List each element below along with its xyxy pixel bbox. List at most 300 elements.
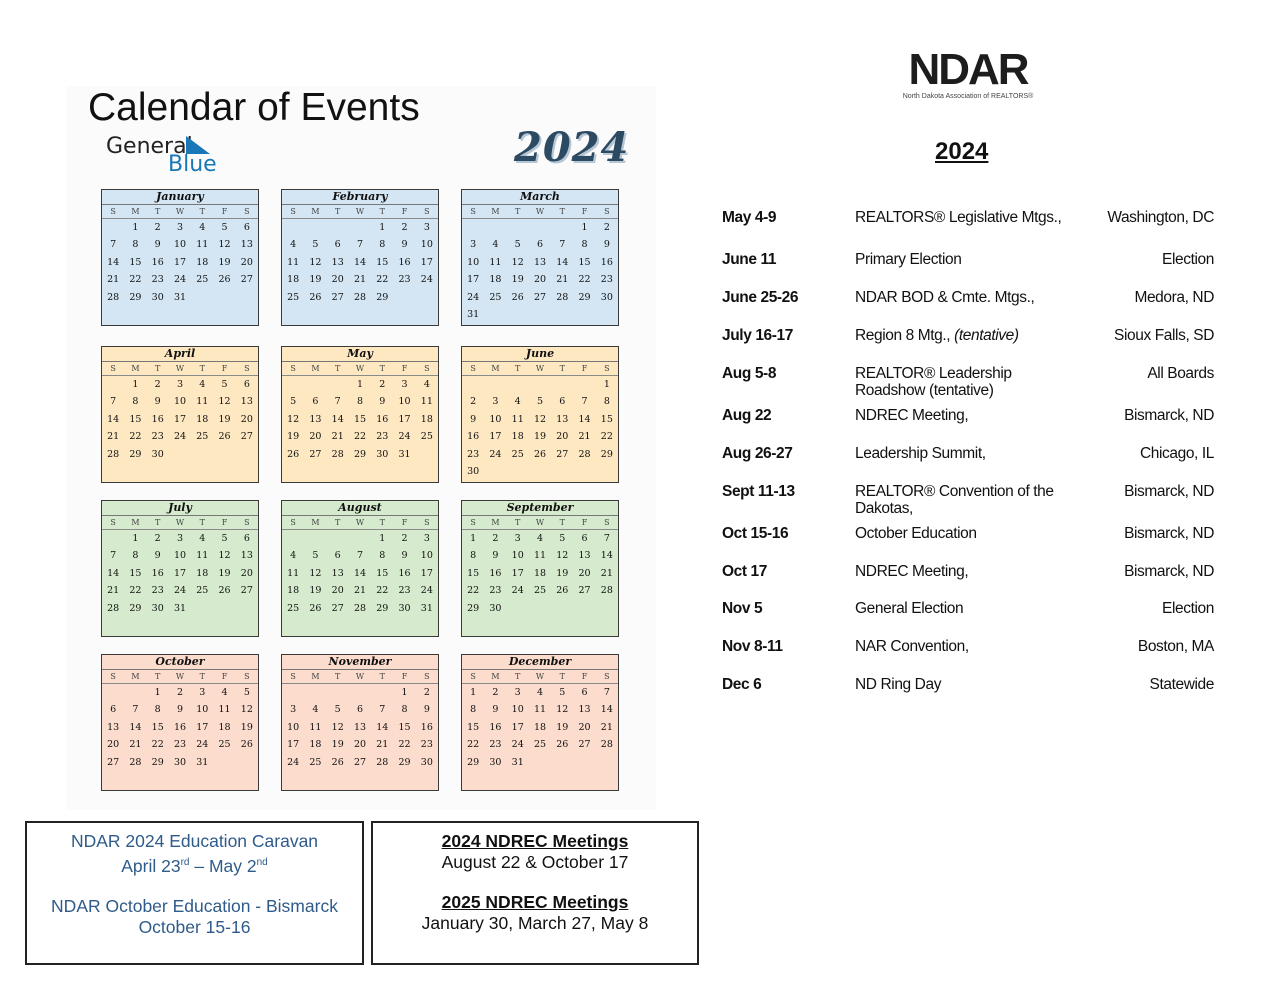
day-cell: 24 [196, 739, 209, 751]
day-cell [573, 306, 595, 323]
weekday-label: S [290, 207, 296, 216]
day-cell: 25 [489, 291, 502, 303]
day-cell: 28 [556, 291, 569, 303]
day-cell: 16 [151, 413, 164, 425]
day-cell: 29 [398, 756, 411, 768]
day-cell [282, 219, 304, 236]
month-august [281, 500, 439, 637]
weekday-header [462, 670, 618, 684]
day-cell: 7 [559, 239, 566, 251]
day-cell [102, 684, 124, 701]
weekday-label: T [155, 207, 161, 216]
day-cell: 27 [556, 448, 569, 460]
day-cell: 10 [467, 256, 480, 268]
weekday-label: S [604, 518, 610, 527]
day-cell: 13 [331, 567, 344, 579]
day-cell: 1 [132, 379, 139, 390]
weekday-label: T [155, 672, 161, 681]
day-cell: 20 [240, 567, 253, 579]
day-cell: 3 [423, 533, 430, 544]
week-row [282, 582, 438, 599]
day-cell: 19 [331, 739, 344, 751]
weekday-label: W [355, 518, 365, 527]
day-cell: 2 [154, 222, 161, 233]
day-cell: 30 [151, 291, 164, 303]
day-cell: 14 [353, 567, 367, 579]
event-location: Election [1162, 600, 1214, 617]
day-cell: 23 [398, 274, 411, 286]
day-cell [349, 530, 371, 547]
week-row [282, 411, 438, 428]
day-cell: 26 [533, 448, 547, 460]
month-name: June [462, 347, 618, 362]
day-cell: 24 [173, 431, 187, 443]
day-cell: 10 [196, 704, 209, 716]
day-cell: 24 [420, 274, 433, 286]
day-cell [596, 306, 618, 323]
weekday-label: S [604, 207, 610, 216]
day-cell [213, 754, 235, 771]
event-date: Dec 6 [722, 676, 762, 693]
day-cell: 10 [173, 396, 187, 408]
day-cell: 5 [559, 533, 566, 544]
week-row [462, 289, 618, 306]
day-cell: 15 [129, 567, 142, 579]
day-cell: 10 [420, 239, 433, 251]
day-cell: 13 [353, 721, 367, 733]
ndar-logo [898, 45, 1038, 104]
day-cell [529, 754, 551, 771]
week-row [282, 565, 438, 582]
day-cell: 3 [470, 239, 477, 251]
day-cell: 14 [578, 413, 591, 425]
day-cell: 25 [533, 739, 547, 751]
event-date: Nov 8-11 [722, 638, 783, 655]
event-location: Bismarck, ND [1124, 563, 1214, 580]
week-row [102, 219, 258, 236]
day-cell: 29 [129, 602, 142, 614]
day-cell: 11 [489, 256, 502, 268]
weekday-label: S [424, 207, 430, 216]
day-cell [304, 219, 326, 236]
day-cell: 11 [196, 396, 209, 408]
day-cell: 24 [511, 585, 524, 597]
week-row [102, 393, 258, 410]
day-cell: 16 [398, 567, 411, 579]
day-cell: 18 [489, 274, 502, 286]
day-cell: 7 [379, 704, 386, 716]
weekday-label: T [379, 672, 385, 681]
event-description: REALTOR® Leadership Roadshow (tentative) [855, 365, 1012, 399]
day-cell: 5 [243, 687, 250, 698]
weekday-label: F [401, 518, 408, 527]
day-cell: 4 [199, 222, 206, 233]
weekday-label: T [335, 207, 341, 216]
day-cell: 22 [467, 739, 480, 751]
week-row [102, 719, 258, 736]
day-cell: 5 [221, 222, 228, 233]
week-row [462, 684, 618, 701]
week-row [282, 600, 438, 617]
weekday-label: W [175, 207, 185, 216]
day-cell: 26 [218, 585, 231, 597]
day-cell: 30 [173, 756, 187, 768]
day-cell: 21 [600, 567, 613, 579]
day-cell: 5 [334, 704, 341, 716]
day-cell: 12 [240, 704, 253, 716]
day-cell: 13 [578, 704, 591, 716]
day-cell: 5 [221, 533, 228, 544]
week-row [462, 271, 618, 288]
day-cell [191, 600, 213, 617]
weekday-label: M [491, 518, 500, 527]
day-cell [529, 600, 551, 617]
day-cell: 6 [536, 239, 544, 251]
day-cell: 16 [489, 721, 502, 733]
week-row [462, 219, 618, 236]
day-cell: 31 [173, 602, 187, 614]
day-cell: 27 [240, 431, 253, 443]
day-cell: 18 [533, 567, 547, 579]
weekday-header [102, 516, 258, 530]
day-cell: 9 [401, 550, 408, 562]
day-cell: 15 [398, 721, 411, 733]
calendar-year: 2024 [514, 124, 630, 171]
weekday-label: M [311, 518, 320, 527]
day-cell: 8 [132, 239, 139, 251]
day-cell [507, 219, 529, 236]
day-cell: 19 [218, 256, 231, 268]
day-cell [551, 754, 573, 771]
weekday-label: T [155, 364, 161, 373]
day-cell: 9 [603, 239, 610, 251]
day-cell: 1 [470, 687, 477, 698]
weekday-label: S [110, 364, 116, 373]
day-cell [551, 219, 573, 236]
week-row [462, 411, 618, 428]
week-row [282, 289, 438, 306]
day-cell: 15 [467, 567, 480, 579]
day-cell: 28 [107, 291, 120, 303]
week-row [462, 719, 618, 736]
weekday-label: S [424, 672, 430, 681]
weekday-label: S [470, 207, 476, 216]
day-cell: 3 [514, 533, 521, 544]
day-cell [191, 446, 213, 463]
weekday-label: M [131, 672, 140, 681]
event-date: June 11 [722, 251, 777, 268]
day-cell [529, 376, 551, 393]
event-date: June 25-26 [722, 289, 799, 306]
day-cell: 13 [240, 550, 253, 562]
day-cell: 10 [511, 704, 524, 716]
day-cell: 13 [556, 413, 569, 425]
month-september [461, 500, 619, 637]
week-row [102, 754, 258, 771]
day-cell [573, 376, 595, 393]
day-cell: 13 [240, 239, 253, 251]
weekday-label: T [335, 364, 341, 373]
day-cell: 4 [536, 533, 544, 544]
day-cell: 6 [559, 396, 566, 408]
day-cell: 28 [600, 585, 613, 597]
weekday-label: T [515, 672, 521, 681]
day-cell [529, 219, 551, 236]
day-cell: 3 [514, 687, 521, 698]
day-cell: 12 [533, 413, 547, 425]
weekday-label: T [515, 207, 521, 216]
day-cell: 17 [511, 567, 524, 579]
day-cell: 29 [376, 602, 389, 614]
weekday-label: W [355, 672, 365, 681]
day-cell: 8 [132, 550, 139, 562]
day-cell: 15 [129, 413, 142, 425]
day-cell [507, 463, 529, 480]
day-cell: 23 [489, 585, 502, 597]
day-cell: 21 [353, 274, 367, 286]
weekday-label: T [559, 364, 565, 373]
day-cell: 13 [533, 256, 547, 268]
day-cell: 30 [398, 602, 411, 614]
day-cell: 27 [353, 756, 367, 768]
weekday-label: F [581, 207, 588, 216]
day-cell: 22 [129, 585, 142, 597]
day-cell: 25 [420, 431, 433, 443]
day-cell: 14 [353, 256, 367, 268]
day-cell: 1 [379, 533, 386, 544]
day-cell: 22 [151, 739, 164, 751]
weekday-label: W [175, 364, 185, 373]
day-cell: 27 [331, 291, 344, 303]
event-description: Primary Election [855, 251, 962, 268]
day-cell: 28 [107, 448, 120, 460]
day-cell: 5 [290, 396, 297, 408]
day-cell: 15 [151, 721, 164, 733]
week-row [282, 428, 438, 445]
day-cell [191, 289, 213, 306]
education-caravan-dates: April 23rd – May 2nd [121, 855, 268, 876]
day-cell: 14 [107, 413, 120, 425]
week-row [102, 446, 258, 463]
day-cell [304, 684, 326, 701]
day-cell: 16 [600, 256, 613, 268]
day-cell [327, 219, 349, 236]
day-cell: 24 [398, 431, 411, 443]
day-cell: 28 [129, 756, 142, 768]
day-cell [462, 219, 484, 236]
day-cell [529, 306, 551, 323]
day-cell: 25 [218, 739, 231, 751]
day-cell: 1 [132, 222, 139, 233]
month-name: July [102, 501, 258, 516]
day-cell: 3 [492, 396, 499, 408]
day-cell: 26 [511, 291, 524, 303]
weekday-label: W [355, 364, 365, 373]
event-description: NDREC Meeting, [855, 563, 969, 580]
weekday-label: M [311, 364, 320, 373]
day-cell [236, 289, 258, 306]
day-cell: 10 [287, 721, 300, 733]
month-name: August [282, 501, 438, 516]
weekday-label: S [604, 672, 610, 681]
event-location: Bismarck, ND [1124, 525, 1214, 542]
day-cell: 19 [309, 585, 322, 597]
weekday-label: S [110, 207, 116, 216]
weekday-label: S [470, 672, 476, 681]
week-row [462, 600, 618, 617]
day-cell: 25 [196, 274, 209, 286]
day-cell: 17 [420, 256, 433, 268]
day-cell: 10 [173, 550, 187, 562]
day-cell: 12 [556, 704, 569, 716]
day-cell: 7 [334, 396, 341, 408]
day-cell: 4 [290, 550, 297, 562]
week-row [462, 736, 618, 753]
month-name: November [282, 655, 438, 670]
day-cell: 17 [173, 567, 187, 579]
event-date: Oct 17 [722, 563, 767, 580]
event-date: Sept 11-13 [722, 483, 795, 500]
month-name: December [462, 655, 618, 670]
day-cell: 30 [489, 756, 502, 768]
week-row [462, 701, 618, 718]
day-cell [596, 600, 618, 617]
day-cell: 17 [398, 413, 411, 425]
day-cell: 12 [287, 413, 300, 425]
day-cell: 22 [398, 739, 411, 751]
day-cell: 5 [312, 239, 319, 251]
weekday-label: F [221, 672, 228, 681]
day-cell: 29 [467, 602, 480, 614]
day-cell: 6 [312, 396, 319, 408]
weekday-label: F [221, 207, 228, 216]
day-cell: 20 [240, 256, 253, 268]
day-cell: 20 [331, 274, 344, 286]
day-cell [102, 376, 124, 393]
day-cell [484, 463, 506, 480]
day-cell: 11 [533, 704, 547, 716]
day-cell: 26 [240, 739, 253, 751]
day-cell: 29 [129, 448, 142, 460]
month-june [461, 346, 619, 483]
day-cell: 7 [356, 550, 364, 562]
week-row [282, 219, 438, 236]
day-cell: 26 [556, 739, 569, 751]
day-cell: 8 [154, 704, 161, 716]
event-description: NDREC Meeting, [855, 407, 969, 424]
weekday-label: T [515, 518, 521, 527]
day-cell: 4 [423, 379, 430, 390]
day-cell: 16 [467, 431, 480, 443]
day-cell: 17 [196, 721, 209, 733]
week-row [282, 547, 438, 564]
day-cell: 17 [511, 721, 524, 733]
day-cell: 11 [218, 704, 231, 716]
day-cell: 18 [218, 721, 231, 733]
weekday-label: S [424, 518, 430, 527]
day-cell: 9 [492, 550, 499, 562]
day-cell: 21 [376, 739, 389, 751]
day-cell: 26 [309, 602, 322, 614]
day-cell: 29 [129, 291, 142, 303]
day-cell: 14 [556, 256, 569, 268]
week-row [102, 582, 258, 599]
month-may [281, 346, 439, 483]
event-description: ND Ring Day [855, 676, 942, 693]
day-cell: 18 [533, 721, 547, 733]
brand-general-text: General [106, 134, 193, 159]
weekday-label: F [401, 207, 408, 216]
day-cell: 4 [221, 687, 228, 698]
event-date: July 16-17 [722, 327, 793, 344]
week-row [462, 754, 618, 771]
day-cell: 3 [290, 704, 297, 716]
day-cell: 20 [578, 567, 591, 579]
day-cell: 23 [420, 739, 433, 751]
weekday-header [282, 362, 438, 376]
day-cell [596, 463, 618, 480]
event-description: REALTORS® Legislative Mtgs., [855, 209, 1062, 226]
day-cell: 10 [489, 413, 502, 425]
day-cell [507, 376, 529, 393]
week-row [102, 236, 258, 253]
event-description: NAR Convention, [855, 638, 969, 655]
day-cell: 30 [489, 602, 502, 614]
day-cell: 20 [353, 739, 367, 751]
day-cell: 29 [353, 448, 367, 460]
weekday-label: T [515, 364, 521, 373]
ndrec-box [371, 821, 699, 965]
day-cell: 27 [533, 291, 547, 303]
event-location: Statewide [1149, 676, 1214, 693]
event-location: Washington, DC [1107, 209, 1214, 226]
day-cell [484, 306, 506, 323]
day-cell: 8 [379, 239, 386, 251]
day-cell: 3 [176, 533, 184, 544]
day-cell: 15 [129, 256, 142, 268]
schedule-year: 2024 [935, 138, 989, 165]
week-row [282, 701, 438, 718]
day-cell: 12 [309, 567, 322, 579]
weekday-label: S [110, 672, 116, 681]
weekday-label: T [199, 518, 205, 527]
day-cell: 8 [356, 396, 364, 408]
day-cell: 2 [379, 379, 386, 390]
day-cell: 19 [287, 431, 300, 443]
day-cell: 2 [423, 687, 430, 698]
day-cell: 23 [398, 585, 411, 597]
day-cell: 14 [600, 550, 613, 562]
day-cell: 21 [331, 431, 344, 443]
weekday-label: S [110, 518, 116, 527]
day-cell: 6 [581, 687, 588, 698]
weekday-label: S [470, 364, 476, 373]
ndrec-2024-dates: August 22 & October 17 [441, 852, 629, 872]
event-date: Nov 5 [722, 600, 763, 617]
day-cell [393, 289, 415, 306]
day-cell [596, 754, 618, 771]
day-cell: 22 [600, 431, 613, 443]
weekday-label: W [535, 207, 545, 216]
day-cell: 27 [107, 756, 120, 768]
day-cell: 19 [556, 721, 569, 733]
day-cell: 14 [107, 567, 120, 579]
weekday-label: T [559, 672, 565, 681]
day-cell: 22 [129, 431, 142, 443]
day-cell: 7 [356, 239, 364, 251]
day-cell [102, 530, 124, 547]
day-cell: 3 [199, 687, 206, 698]
